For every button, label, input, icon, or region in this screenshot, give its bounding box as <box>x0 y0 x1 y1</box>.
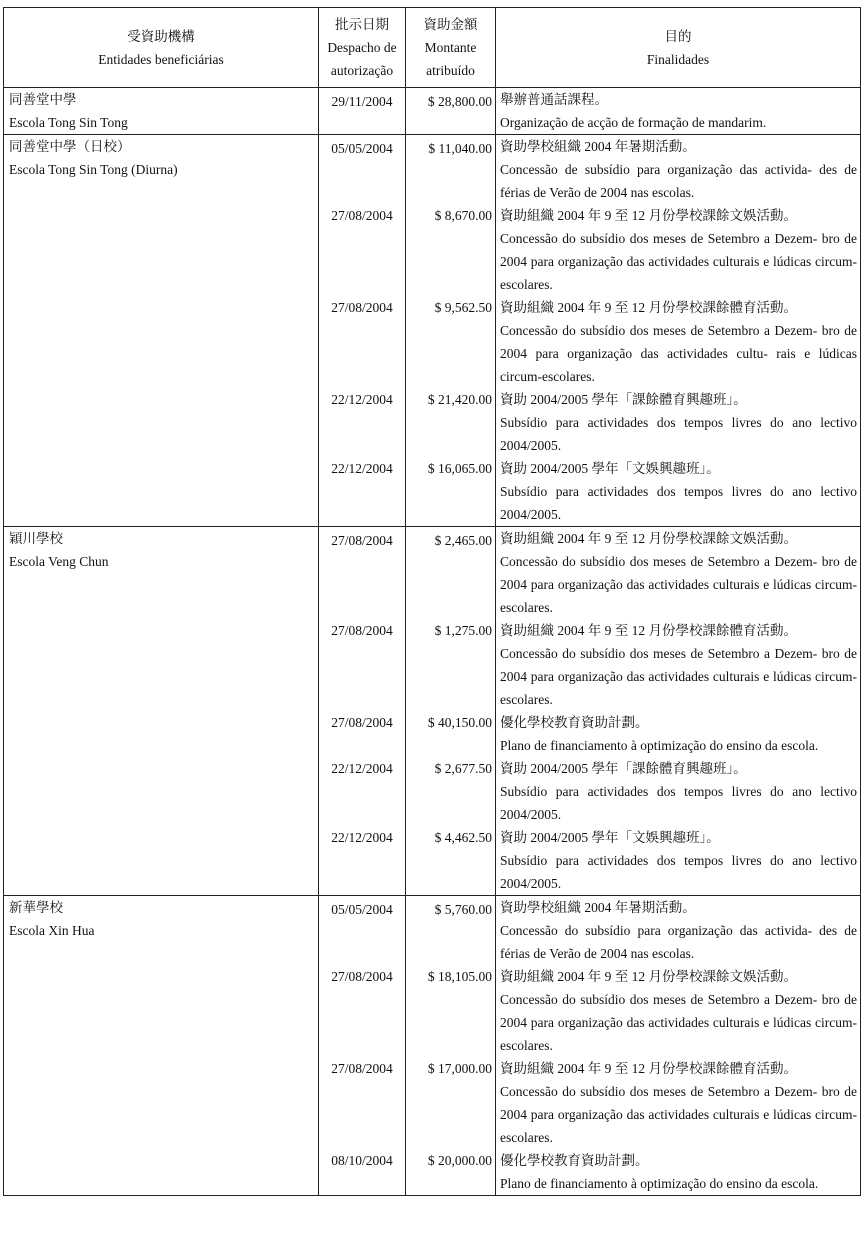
purpose-cell <box>496 135 861 205</box>
header-amount-pt2: atribuído <box>426 63 475 78</box>
amount-cell: $ 8,670.00 <box>406 204 496 296</box>
purpose-pt: Concessão do subsídio dos meses de Setembro a Dezem- bro de 2004 para organização das actividades culturais e lúdicas circum-escolares. <box>500 554 857 615</box>
beneficiary-name-zh: 同善堂中學 <box>9 92 77 107</box>
purpose-zh: 資助組織 2004 年 9 至 12 月份學校課餘體育活動。 <box>500 1061 797 1076</box>
purpose-pt: Plano de financiamento à optimização do ensino da escola. <box>500 738 819 753</box>
purpose-zh: 優化學校教育資助計劃。 <box>500 715 649 730</box>
purpose-zh: 資助 2004/2005 學年「文娛興趣班」。 <box>500 830 720 845</box>
purpose-zh: 資助學校組織 2004 年暑期活動。 <box>500 139 696 154</box>
header-purpose-pt: Finalidades <box>646 51 710 67</box>
purpose-zh: 資助組織 2004 年 9 至 12 月份學校課餘文娛活動。 <box>500 531 797 546</box>
purpose-pt: Concessão do subsídio dos meses de Setembro a Dezem- bro de 2004 para organização das actividades culturais e lúdicas circum-escolares. <box>500 1084 857 1145</box>
date-cell: 05/05/2004 <box>319 896 406 966</box>
purpose-zh: 資助組織 2004 年 9 至 12 月份學校課餘體育活動。 <box>500 623 797 638</box>
amount-cell: $ 2,677.50 <box>406 757 496 826</box>
purpose-cell <box>496 457 861 527</box>
purpose-zh: 資助 2004/2005 學年「課餘體育興趣班」。 <box>500 392 747 407</box>
date-cell: 27/08/2004 <box>319 965 406 1057</box>
beneficiary-cell <box>4 135 319 527</box>
header-amount-zh: 資助金額 <box>423 17 478 32</box>
date-cell: 05/05/2004 <box>319 135 406 205</box>
header-date-pt1: Despacho de <box>327 40 397 55</box>
purpose-pt: Concessão do subsídio para organização das activida- des de férias de Verão de 2004 nas escolas. <box>500 923 857 961</box>
purpose-zh: 舉辦普通話課程。 <box>500 92 608 107</box>
date-cell: 27/08/2004 <box>319 711 406 757</box>
beneficiary-name-zh: 穎川學校 <box>9 531 63 546</box>
date-cell: 22/12/2004 <box>319 826 406 896</box>
beneficiary-cell <box>4 527 319 896</box>
header-date-pt2: autorização <box>330 63 394 78</box>
amount-cell: $ 9,562.50 <box>406 296 496 388</box>
purpose-cell <box>496 1149 861 1196</box>
purpose-zh: 資助 2004/2005 學年「課餘體育興趣班」。 <box>500 761 747 776</box>
amount-cell: $ 17,000.00 <box>406 1057 496 1149</box>
purpose-pt: Concessão do subsídio dos meses de Setembro a Dezem- bro de 2004 para organização das actividades culturais e lúdicas circum-escolares. <box>500 231 857 292</box>
purpose-cell <box>496 711 861 757</box>
beneficiary-name-pt: Escola Tong Sin Tong <box>9 115 128 130</box>
purpose-cell <box>496 296 861 388</box>
date-cell: 08/10/2004 <box>319 1149 406 1196</box>
beneficiary-name-pt: Escola Veng Chun <box>9 554 109 569</box>
purpose-pt: Subsídio para actividades dos tempos livres do ano lectivo 2004/2005. <box>500 415 857 453</box>
amount-cell: $ 4,462.50 <box>406 826 496 896</box>
purpose-cell <box>496 527 861 620</box>
beneficiary-group <box>4 896 861 1196</box>
header-beneficiary <box>4 8 319 88</box>
amount-cell: $ 2,465.00 <box>406 527 496 620</box>
beneficiary-name-zh: 新華學校 <box>9 900 63 915</box>
grants-table <box>3 7 861 1196</box>
date-cell: 22/12/2004 <box>319 757 406 826</box>
amount-cell: $ 16,065.00 <box>406 457 496 527</box>
purpose-cell <box>496 826 861 896</box>
purpose-cell <box>496 965 861 1057</box>
amount-cell: $ 20,000.00 <box>406 1149 496 1196</box>
purpose-zh: 資助組織 2004 年 9 至 12 月份學校課餘文娛活動。 <box>500 208 797 223</box>
date-cell: 27/08/2004 <box>319 204 406 296</box>
beneficiary-cell <box>4 896 319 1196</box>
header-purpose-zh: 目的 <box>664 28 692 44</box>
purpose-pt: Concessão do subsídio dos meses de Setembro a Dezem- bro de 2004 para organização das actividades culturais e lúdicas circum-escolares. <box>500 992 857 1053</box>
amount-cell: $ 18,105.00 <box>406 965 496 1057</box>
header-date-zh: 批示日期 <box>335 17 389 32</box>
beneficiary-cell <box>4 88 319 135</box>
beneficiary-name-pt: Escola Xin Hua <box>9 923 95 938</box>
amount-cell: $ 40,150.00 <box>406 711 496 757</box>
date-cell: 27/08/2004 <box>319 527 406 620</box>
header-amount <box>406 8 496 88</box>
date-cell: 27/08/2004 <box>319 619 406 711</box>
beneficiary-name-zh: 同善堂中學（日校） <box>9 139 131 154</box>
date-cell: 22/12/2004 <box>319 388 406 457</box>
table-row <box>4 135 861 205</box>
beneficiary-group <box>4 135 861 527</box>
purpose-zh: 優化學校教育資助計劃。 <box>500 1153 649 1168</box>
table-row <box>4 896 861 966</box>
table-header <box>4 8 861 88</box>
beneficiary-group <box>4 88 861 135</box>
header-beneficiary-pt: Entidades beneficiárias <box>98 51 224 67</box>
amount-cell: $ 28,800.00 <box>406 88 496 135</box>
purpose-cell <box>496 757 861 826</box>
purpose-pt: Subsídio para actividades dos tempos livres do ano lectivo 2004/2005. <box>500 853 857 891</box>
purpose-cell <box>496 88 861 135</box>
purpose-pt: Organização de acção de formação de mandarim. <box>500 115 767 130</box>
amount-cell: $ 21,420.00 <box>406 388 496 457</box>
purpose-cell <box>496 388 861 457</box>
date-cell: 22/12/2004 <box>319 457 406 527</box>
amount-cell: $ 11,040.00 <box>406 135 496 205</box>
purpose-cell <box>496 619 861 711</box>
header-purpose <box>496 8 861 88</box>
purpose-cell <box>496 204 861 296</box>
purpose-cell <box>496 896 861 966</box>
beneficiary-name-pt: Escola Tong Sin Tong (Diurna) <box>9 162 178 177</box>
table-row <box>4 527 861 620</box>
beneficiary-group <box>4 527 861 896</box>
purpose-cell <box>496 1057 861 1149</box>
purpose-pt: Concessão do subsídio dos meses de Setembro a Dezem- bro de 2004 para organização das actividades culturais e lúdicas circum-escolares. <box>500 646 857 707</box>
purpose-zh: 資助學校組織 2004 年暑期活動。 <box>500 900 696 915</box>
amount-cell: $ 5,760.00 <box>406 896 496 966</box>
purpose-zh: 資助 2004/2005 學年「文娛興趣班」。 <box>500 461 720 476</box>
purpose-pt: Concessão de subsídio para organização das activida- des de férias de Verão de 2004 nas escolas. <box>500 162 857 200</box>
header-date <box>319 8 406 88</box>
purpose-zh: 資助組織 2004 年 9 至 12 月份學校課餘文娛活動。 <box>500 969 797 984</box>
purpose-pt: Concessão do subsídio dos meses de Setembro a Dezem- bro de 2004 para organização das actividades cultu- rais e lúdicas circum-escolares. <box>500 323 857 384</box>
purpose-pt: Subsídio para actividades dos tempos livres do ano lectivo 2004/2005. <box>500 784 857 822</box>
header-beneficiary-zh: 受資助機構 <box>127 28 195 44</box>
header-amount-pt1: Montante <box>424 40 477 55</box>
purpose-zh: 資助組織 2004 年 9 至 12 月份學校課餘體育活動。 <box>500 300 797 315</box>
date-cell: 27/08/2004 <box>319 1057 406 1149</box>
amount-cell: $ 1,275.00 <box>406 619 496 711</box>
date-cell: 27/08/2004 <box>319 296 406 388</box>
date-cell: 29/11/2004 <box>319 88 406 135</box>
purpose-pt: Plano de financiamento à optimização do ensino da escola. <box>500 1176 819 1191</box>
purpose-pt: Subsídio para actividades dos tempos livres do ano lectivo 2004/2005. <box>500 484 857 522</box>
table-row <box>4 88 861 135</box>
